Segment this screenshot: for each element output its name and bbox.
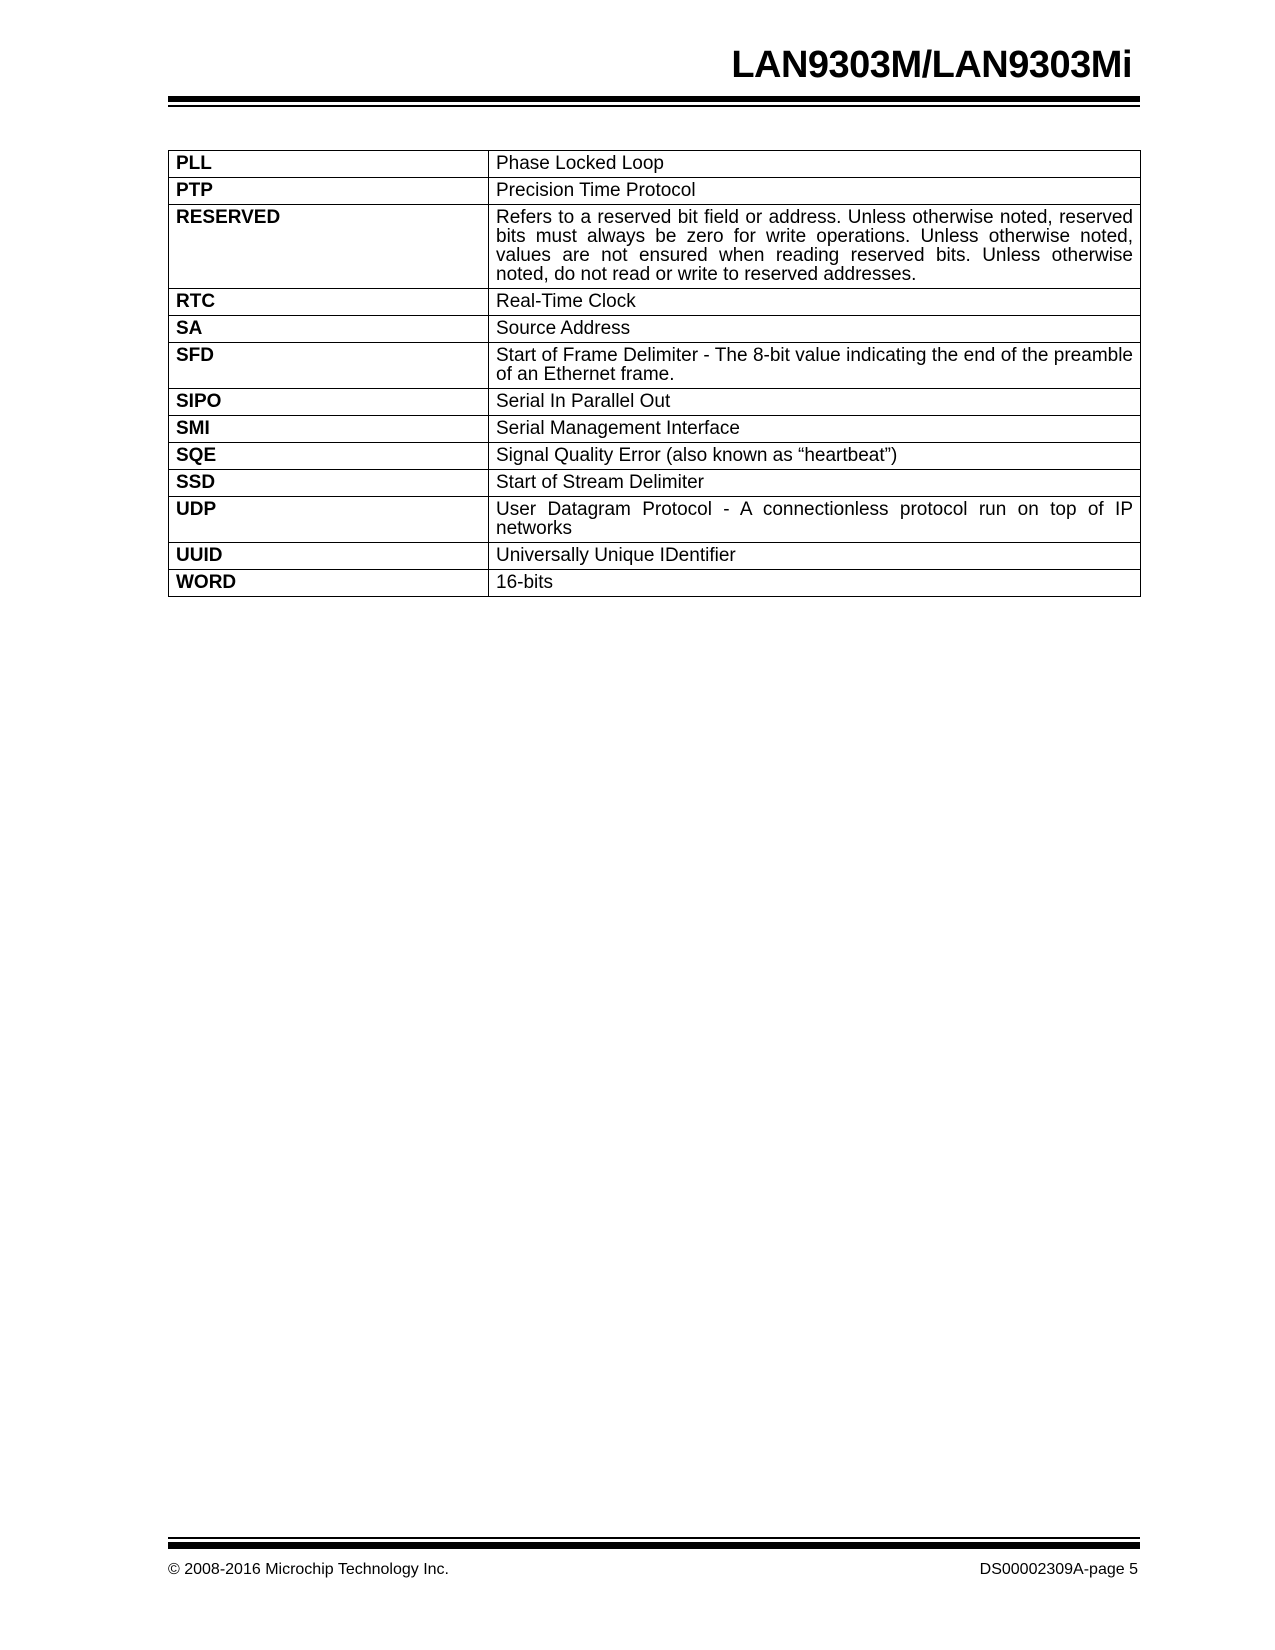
table-row: [169, 416, 1141, 443]
glossary-term: PLL: [169, 151, 489, 178]
glossary-definition: Universally Unique IDentifier: [489, 543, 1141, 570]
glossary-definition: Start of Frame Delimiter - The 8-bit value indicating the end of the preamble of an Ethernet frame.: [489, 343, 1141, 389]
footer-rule-thin: [168, 1537, 1140, 1539]
table-row: [169, 178, 1141, 205]
glossary-definition: Phase Locked Loop: [489, 151, 1141, 178]
glossary-term: SFD: [169, 343, 489, 389]
table-row: [169, 205, 1141, 289]
table-row: [169, 389, 1141, 416]
table-row: [169, 497, 1141, 543]
glossary-definition: User Datagram Protocol - A connectionless protocol run on top of IP networks: [489, 497, 1141, 543]
glossary-definition: 16-bits: [489, 570, 1141, 597]
glossary-definition: Precision Time Protocol: [489, 178, 1141, 205]
glossary-term: SQE: [169, 443, 489, 470]
document-title: LAN9303M/LAN9303Mi: [731, 44, 1132, 86]
glossary-term: RTC: [169, 289, 489, 316]
glossary-term: WORD: [169, 570, 489, 597]
table-row: [169, 343, 1141, 389]
glossary-definition: Signal Quality Error (also known as “heartbeat”): [489, 443, 1141, 470]
glossary-term: SSD: [169, 470, 489, 497]
glossary-definition: Serial In Parallel Out: [489, 389, 1141, 416]
page-number: DS00002309A-page 5: [979, 1561, 1138, 1578]
table-row: [169, 570, 1141, 597]
glossary-table: [168, 150, 1141, 597]
copyright-notice: © 2008-2016 Microchip Technology Inc.: [168, 1561, 449, 1578]
glossary-definition: Real-Time Clock: [489, 289, 1141, 316]
footer-rule: [168, 1542, 1140, 1549]
glossary-term: UDP: [169, 497, 489, 543]
glossary-term: SMI: [169, 416, 489, 443]
glossary-definition: Serial Management Interface: [489, 416, 1141, 443]
glossary-definition: Source Address: [489, 316, 1141, 343]
glossary-definition: Start of Stream Delimiter: [489, 470, 1141, 497]
glossary-definition: Refers to a reserved bit field or address. Unless otherwise noted, reserved bits must always be zero for write operations. Unless otherwise noted, values are not ensured when reading reserved bits. Unless otherwise noted, do not read or write to reserved addresses.: [489, 205, 1141, 289]
table-row: [169, 543, 1141, 570]
header-rule: [168, 96, 1140, 102]
glossary-term: PTP: [169, 178, 489, 205]
glossary-term: RESERVED: [169, 205, 489, 289]
glossary-term: SA: [169, 316, 489, 343]
table-row: [169, 289, 1141, 316]
header-rule-thin: [168, 105, 1140, 107]
table-row: [169, 470, 1141, 497]
table-row: [169, 316, 1141, 343]
glossary-term: UUID: [169, 543, 489, 570]
glossary-term: SIPO: [169, 389, 489, 416]
table-row: [169, 443, 1141, 470]
table-row: [169, 151, 1141, 178]
